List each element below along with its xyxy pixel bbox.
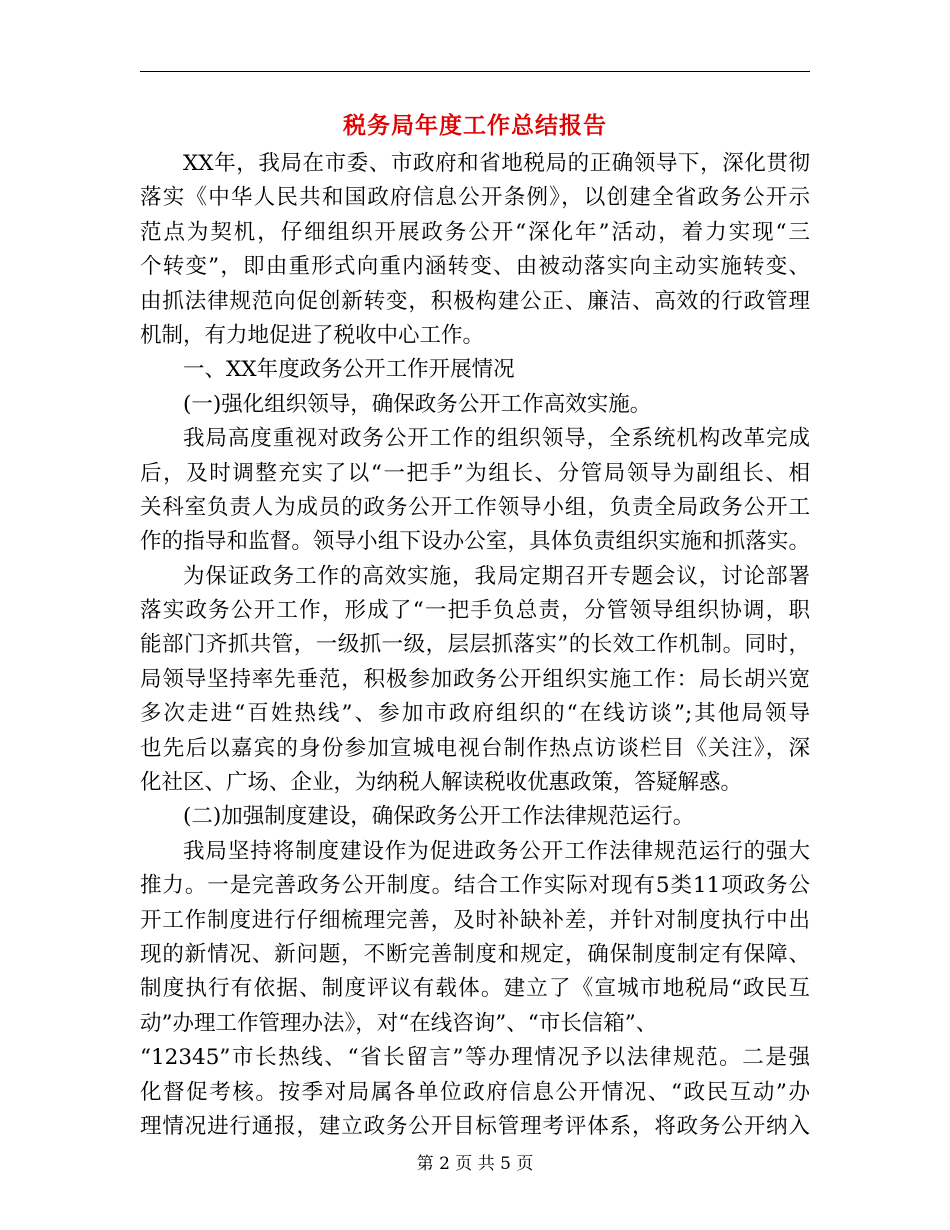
body-line: 局领导坚持率先垂范，积极参加政务公开组织实施工作：局长胡兴宽 — [140, 666, 810, 692]
body-line: 落实《中华人民共和国政府信息公开条例》，以创建全省政务公开示 — [140, 185, 810, 211]
subsection-heading: (二)加强制度建设，确保政务公开工作法律规范运行。 — [183, 804, 695, 830]
document-title: 税务局年度工作总结报告 — [343, 112, 607, 139]
document-body — [140, 147, 810, 1144]
section-heading: 一、XX年度政务公开工作开展情况 — [183, 357, 515, 383]
body-line: 落实政务公开工作，形成了“一把手负总责，分管领导组织协调，职 — [140, 598, 810, 624]
body-line: 现的新情况、新问题，不断完善制度和规定，确保制度制定有保障、 — [140, 941, 810, 967]
body-line: 范点为契机，仔细组织开展政务公开“深化年”活动，着力实现“三 — [140, 219, 810, 245]
body-line: 理情况进行通报，建立政务公开目标管理考评体系，将政务公开纳入 — [140, 1113, 810, 1139]
header-rule — [140, 71, 810, 72]
body-line: 动”办理工作管理办法》，对“在线咨询”、“市长信箱”、 — [140, 1010, 658, 1036]
body-line: 作的指导和监督。领导小组下设办公室，具体负责组织实施和抓落实。 — [140, 529, 810, 555]
page-number: 第 2 页 共 5 页 — [416, 1154, 534, 1174]
body-line: 多次走进“百姓热线”、参加市政府组织的“在线访谈”;其他局领导 — [140, 701, 810, 727]
body-line: 化督促考核。按季对局属各单位政府信息公开情况、“政民互动”办 — [140, 1079, 810, 1105]
body-line: 开工作制度进行仔细梳理完善，及时补缺补差，并针对制度执行中出 — [140, 907, 810, 933]
body-line: 个转变”，即由重形式向重内涵转变、由被动落实向主动实施转变、 — [140, 254, 810, 280]
body-line: XX年，我局在市委、市政府和省地税局的正确领导下，深化贯彻 — [183, 151, 810, 176]
body-line: 推力。一是完善政务公开制度。结合工作实际对现有5类11项政务公 — [140, 873, 810, 899]
body-line: 我局坚持将制度建设作为促进政务公开工作法律规范运行的强大 — [183, 838, 810, 864]
body-line: 由抓法律规范向促创新转变，积极构建公正、廉洁、高效的行政管理 — [140, 288, 810, 314]
body-line: 能部门齐抓共管，一级抓一级，层层抓落实”的长效工作机制。同时， — [140, 632, 810, 658]
subsection-heading: (一)强化组织领导，确保政务公开工作高效实施。 — [183, 391, 652, 417]
body-line: 关科室负责人为成员的政务公开工作领导小组，负责全局政务公开工 — [140, 494, 810, 520]
body-line: 化社区、广场、企业，为纳税人解读税收优惠政策，答疑解惑。 — [140, 770, 743, 796]
body-line: “12345”市长热线、“省长留言”等办理情况予以法律规范。二是强 — [140, 1045, 810, 1071]
body-line: 制度执行有依据、制度评议有载体。建立了《宣城市地税局“政民互 — [140, 976, 810, 1002]
body-line: 为保证政务工作的高效实施，我局定期召开专题会议，讨论部署 — [183, 563, 810, 589]
body-line: 也先后以嘉宾的身份参加宣城电视台制作热点访谈栏目《关注》，深 — [140, 735, 810, 761]
body-line: 后，及时调整充实了以“一把手”为组长、分管局领导为副组长、相 — [140, 460, 810, 486]
body-line: 我局高度重视对政务公开工作的组织领导，全系统机构改革完成 — [183, 426, 810, 452]
body-line: 机制，有力地促进了税收中心工作。 — [140, 322, 485, 348]
